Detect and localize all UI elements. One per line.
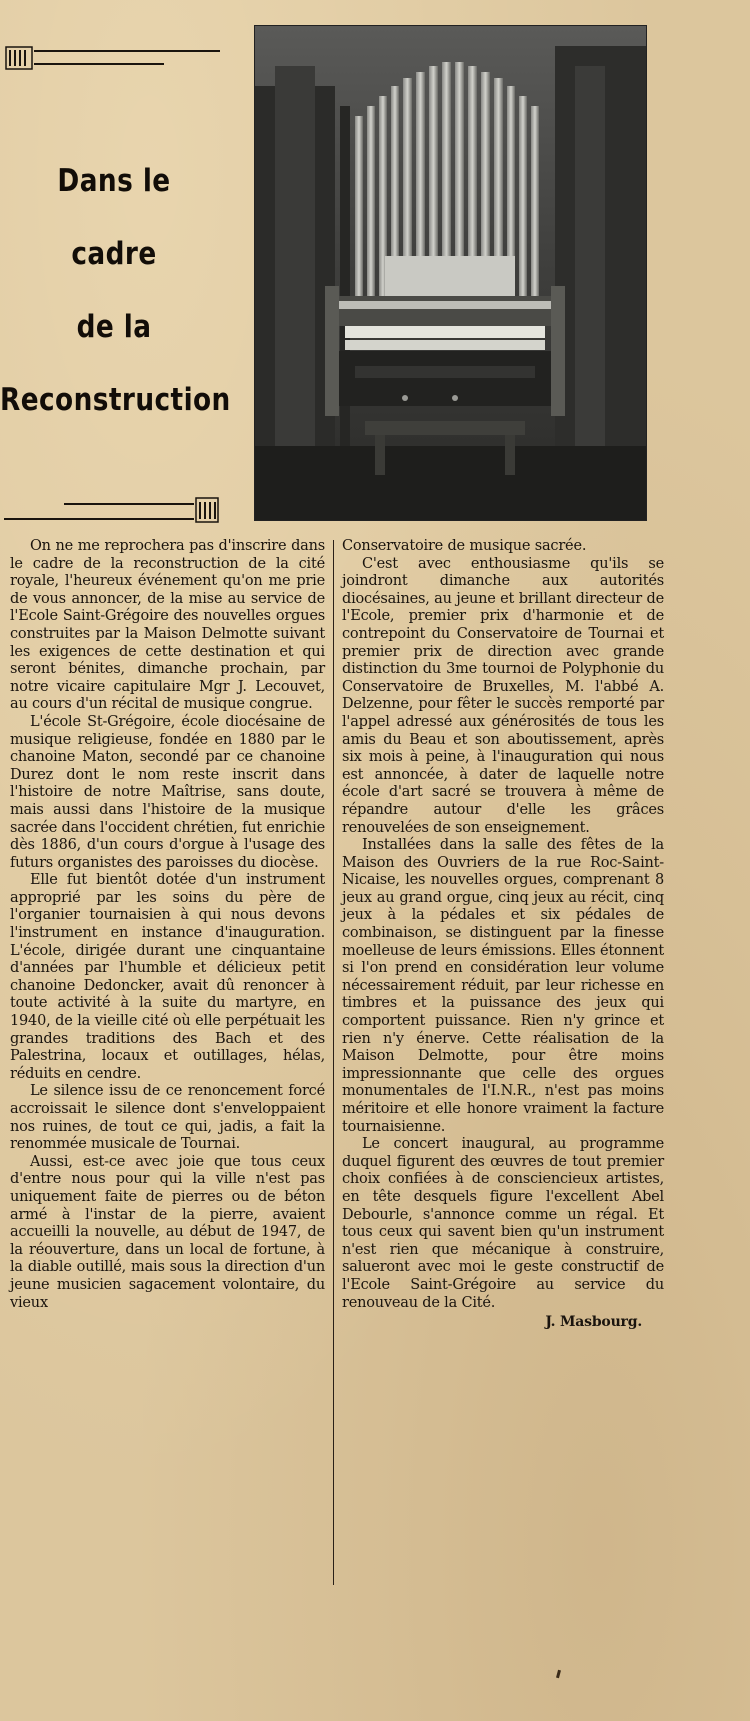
paragraph: Aussi, est-ce avec joie que tous ceux d'entre nous pour qui la ville n'est pas uniquement faite de pierres ou de béton armé à l'instar de la pierre, avaient accueilli la nouvelle, au début de 1947, de la réouverture, dans un local de fortune, à la diable outillé, mais sous la direction d'un jeune musicien sagacement volontaire, du vieux	[10, 1153, 325, 1311]
paragraph: Le concert inaugural, au programme duquel figurent des œuvres de tout premier choix confiées à de consciencieux artistes, en tête desquels figure l'excellent Abel Debourle, s'annonce comme un régal. Et tous ceux qui savent bien qu'un instrument n'est rien que mécanique à construire, salueront avec moi le geste constructif de l'Ecole Saint-Grégoire au service du renouveau de la Cité.	[342, 1136, 664, 1311]
headline-line-4: Reconstruction	[0, 382, 231, 418]
header-ornament	[4, 44, 220, 72]
paragraph: Le silence issu de ce renoncement forcé accroissait le silence dont s'enveloppaient nos ruines, de tout ce qui, jadis, a fait la renommée musicale de Tournai.	[10, 1083, 325, 1153]
headline	[0, 145, 231, 437]
paragraph: Conservatoire de musique sacrée.	[342, 538, 587, 554]
footer-ornament	[4, 495, 220, 525]
headline-line-3: de la	[76, 309, 152, 345]
paragraph: C'est avec enthousiasme qu'ils se joindront dimanche aux autorités diocésaines, au jeune et brillant directeur de l'Ecole, premier prix d'harmonie et de contrepoint du Conservatoire de Tournai et premier prix de direction avec grande distinction du 3me tournoi de Polyphonie du Conservatoire de Bruxelles, M. l'abbé A. Delzenne, pour fêter le succès remporté par l'appel adressé aux générosités de tous les amis du Beau et son aboutissement, après six mois à peine, à l'inauguration qui nous est annoncée, à dater de laquelle notre école d'art sacré se trouvera à même de répandre autour d'elle les grâces renouvelées de son enseignement.	[342, 555, 664, 836]
paragraph: On ne me reprochera pas d'inscrire dans le cadre de la reconstruction de la cité royale, l'heureux événement qu'on me prie de vous annoncer, de la mise au service de l'Ecole Saint-Grégoire des nouvelles orgues construites par la Maison Delmotte suivant les exigences de cette destination et qui seront bénites, dimanche prochain, par notre vicaire capitulaire Mgr J. Lecouvet, au cours d'un récital de musique congrue.	[10, 538, 325, 713]
article-column-right	[342, 538, 664, 1332]
organ-photo	[254, 25, 647, 521]
column-divider	[333, 540, 334, 1585]
headline-line-2: cadre	[71, 236, 157, 272]
paragraph: Installées dans la salle des fêtes de la Maison des Ouvriers de la rue Roc-Saint-Nicaise, les nouvelles orgues, comprenant 8 jeux au grand orgue, cinq jeux au récit, cinq jeux à la pédales et six pédales de combinaison, se distinguent par la finesse moelleuse de leurs émissions. Elles étonnent si l'on prend en considération leur volume nécessairement réduit, par leur richesse en timbres et la puissance des jeux qui comportent puissance. Rien n'y grince et rien n'y énerve. Cette réalisation de la Maison Delmotte, pour être moins impressionnante que celle des orgues monumentales de l'I.N.R., n'est pas moins méritoire et elle honore vraiment la facture tournaisienne.	[342, 837, 664, 1135]
headline-line-1: Dans le	[57, 163, 171, 199]
paragraph: L'école St-Grégoire, école diocésaine de musique religieuse, fondée en 1880 par le chanoine Maton, secondé par ce chanoine Durez dont le nom reste inscrit dans l'histoire de notre Maîtrise, sans doute, mais aussi dans l'histoire de la musique sacrée dans l'occident chrétien, fut enrichie dès 1886, d'un cours d'orgue à l'usage des futurs organistes des paroisses du diocèse.	[10, 713, 325, 871]
author-signature: J. Masbourg.	[545, 1314, 642, 1331]
article-column-left	[10, 538, 325, 1312]
paper-speck	[556, 1670, 561, 1679]
paragraph: Elle fut bientôt dotée d'un instrument approprié par les soins du père de l'organier tournaisien à qui nous devons l'instrument en instance d'inauguration. L'école, dirigée durant une cinquantaine d'années par l'humble et délicieux petit chanoine Dedoncker, avait dû renoncer à toute activité à la suite du martyre, en 1940, de la vieille cité où elle perpétuait les grandes traditions des Bach et des Palestrina, locaux et outillages, hélas, réduits en cendre.	[10, 872, 325, 1082]
